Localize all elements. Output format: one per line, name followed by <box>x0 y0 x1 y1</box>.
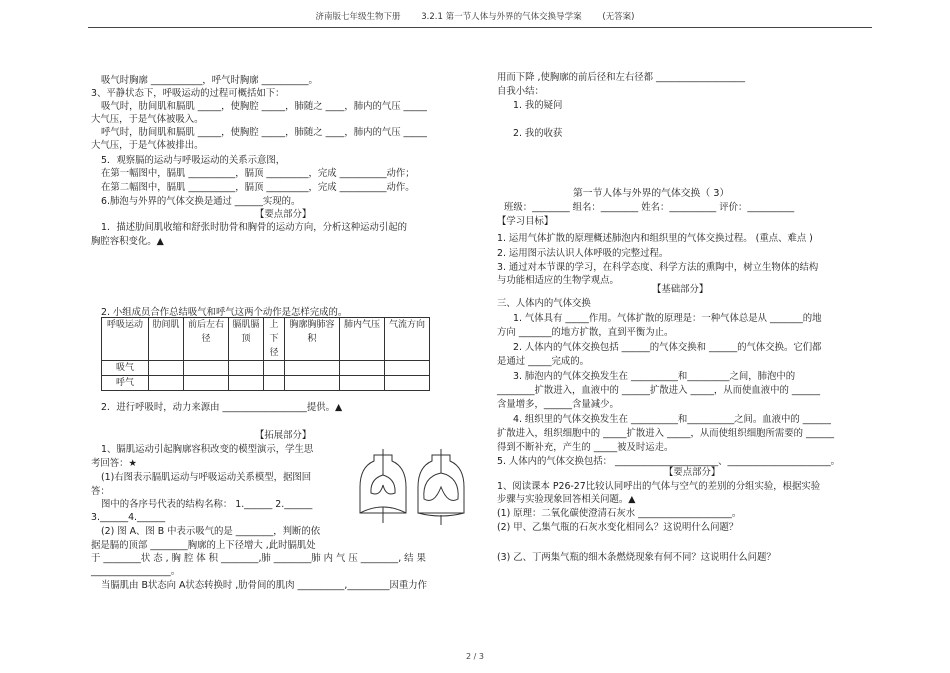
text-line: 三、人体内的气体交换 <box>497 298 591 309</box>
table-header-cell: 肋间肌 <box>149 318 184 361</box>
text-line: 步骤与实验现象回答相关问题。▲ <box>497 494 636 505</box>
text-line: 得到不断补充，产生的 _____被及时运走。 <box>497 442 674 453</box>
page-number: 2 / 3 <box>466 652 484 661</box>
text-line: 3. 肺泡内的气体交换发生在 __________和_________之间，肺泡中的 <box>513 371 796 382</box>
text-line: 方向 _______的地方扩散，直到平衡为止。 <box>497 327 674 338</box>
text-line: 与功能相适应的生物学观点。 <box>497 275 619 286</box>
table-row <box>102 361 430 376</box>
bell-jar-diagram <box>356 447 476 527</box>
table-header-cell: 上下径 <box>264 318 285 361</box>
text-line: 答： <box>91 486 110 497</box>
text-line: 1、膈肌运动引起胸廓容积改变的模型演示，学生思 <box>101 444 314 455</box>
table-header-cell: 膈肌膈顶 <box>229 318 264 361</box>
text-line: 在第一幅图中，膈肌 __________，膈顶 _________，完成 __________动作； <box>101 168 415 179</box>
text-line: 大气压，于是气体被吸入。 <box>91 114 204 125</box>
table-header-cell: 肺内气压 <box>340 318 385 361</box>
text-line: 1. 气体具有 _____作用。气体扩散的原理是：一种气体总是从 _______的地 <box>513 313 822 324</box>
text-line: 3、平静状态下，呼吸运动的过程可概括如下： <box>91 88 285 99</box>
text-line: 5. 人体内的气体交换包括： ______________________、______________________。 <box>497 456 841 467</box>
text-line: _________________。 <box>91 566 181 577</box>
text-line: 吸气时胸廓 ___________，呼气时胸廓 __________。 <box>101 75 318 86</box>
text-line: 6.肺泡与外界的气体交换是通过 ______实现的。 <box>101 196 301 207</box>
text-line: 含量增多，______含量减少。 <box>497 399 619 410</box>
text-line: 自我小结： <box>497 86 544 97</box>
table-header-cell: 气流方向 <box>385 318 430 361</box>
text-line: 2. 小组成员合作总结吸气和呼气这两个动作是怎样完成的。 <box>101 307 348 318</box>
text-line: 2．进行呼吸时，动力来源由 __________________提供。▲ <box>101 402 343 413</box>
text-line: (2) 图 A、图 B 中表示吸气的是 ________，判断的依 <box>101 526 321 537</box>
header-lesson: 3.2.1 第一节人体与外界的气体交换导学案 <box>421 12 582 22</box>
text-line: 考回答：★ <box>91 458 137 469</box>
header-note: (无答案) <box>602 12 635 22</box>
header-rule <box>88 27 872 28</box>
text-line: 是通过 _____完成的。 <box>497 356 590 367</box>
text-line: 5．观察膈的运动与呼吸运动的关系示意图， <box>101 155 286 166</box>
text-line: (2) 甲、乙集气瓶的石灰水变化相同么？这说明什么问题？ <box>497 522 739 533</box>
table-header-cell: 胸廓胸肺容积 <box>285 318 340 361</box>
text-line: (3) 乙、丁两集气瓶的细木条燃烧现象有何不同？这说明什么问题？ <box>497 552 776 563</box>
section-heading: 【学习目标】 <box>497 216 554 227</box>
text-line: (1)右图表示膈肌运动与呼吸运动关系模型，据图回 <box>101 472 312 483</box>
text-line: 图中的各序号代表的结构名称： 1.______ 2.______ <box>101 499 313 510</box>
text-line: (1) 原理：二氧化碳使澄清石灰水 ____________________。 <box>497 508 742 519</box>
text-line: 1、阅读课本 P26-27比较认同呼出的气体与空气的差别的分组实验，根据实验 <box>497 481 821 492</box>
section-heading: 【基础部分】 <box>652 284 709 295</box>
table-row <box>102 376 430 391</box>
text-line: 1. 运用气体扩散的原理概述肺泡内和组织里的气体交换过程。 (重点、难点 ) <box>497 233 813 244</box>
text-line: 3. 通过对本节课的学习，在科学态度、科学方法的熏陶中，树立生物体的结构 <box>497 262 819 273</box>
page-header <box>0 12 950 23</box>
text-line: 大气压，于是气体被排出。 <box>91 140 204 151</box>
header-book: 济南版七年级生物下册 <box>315 12 401 22</box>
text-line: 呼气时，肋间肌和膈肌 _____，使胸腔 _____，肺随之 ____，肺内的气压 _____ <box>101 127 427 138</box>
section-title: 第一节人体与外界的气体交换（ 3） <box>573 188 730 199</box>
text-line: 1．描述肋间肌收缩和舒张时肋骨和胸骨的运动方向，分析这种运动引起的 <box>101 222 407 233</box>
text-line: 当膈肌由 B状态向 A状态转换时 ,肋骨间的肌肉 __________,_________因重力作 <box>101 580 428 591</box>
text-line: 于 ________状 态 , 胸 腔 体 积 ________,肺 ________肺 内 气 压 ________, 结 果 <box>91 553 426 564</box>
text-line: 胸腔容积变化。▲ <box>91 236 164 247</box>
text-line: 2. 人体内的气体交换包括 ______的气体交换和 ______的气体交换。它们都 <box>513 342 822 353</box>
text-line: 据是膈的顶部 ________胸廓的上下径增大 ,此时膈肌处 <box>91 540 316 551</box>
text-line: 在第二幅图中，膈肌 __________，膈顶 _________，完成 __________动作。 <box>101 182 415 193</box>
section-heading: 【拓展部分】 <box>255 430 312 441</box>
table-header-cell: 呼吸运动 <box>102 318 149 361</box>
text-line: 2. 运用图示法认识人体呼吸的完整过程。 <box>497 248 669 259</box>
text-line: 4. 组织里的气体交换发生在 __________和__________之间。血液中的 ______ <box>513 414 831 425</box>
text-line: ________扩散进入，血液中的 ______扩散进入 _____，从而使血液中的 ______ <box>497 385 821 396</box>
table-row-label: 吸气 <box>102 361 149 376</box>
section-heading: 【要点部分】 <box>664 467 721 478</box>
section-heading: 【要点部分】 <box>255 209 312 220</box>
table-header-cell: 前后左右径 <box>184 318 229 361</box>
breathing-table <box>101 317 430 391</box>
text-line: 用而下降 ,使胸廓的前后径和左右径都 ___________________ <box>497 72 746 83</box>
table-header-row <box>102 318 430 361</box>
info-line: 班级：________ 组名：________ 姓名：__________ 评价：__________ <box>504 202 795 213</box>
text-line: 2. 我的收获 <box>513 128 563 139</box>
table-row-label: 呼气 <box>102 376 149 391</box>
text-line: 吸气时，肋间肌和膈肌 _____，使胸腔 _____，肺随之 ____，肺内的气压 _____ <box>101 101 427 112</box>
text-line: 扩散进入，组织细胞中的 _____扩散进入 _____，从而使组织细胞所需要的 ______ <box>497 428 835 439</box>
text-line: 3.______4.______ <box>91 512 166 523</box>
text-line: 1. 我的疑问 <box>513 100 563 111</box>
